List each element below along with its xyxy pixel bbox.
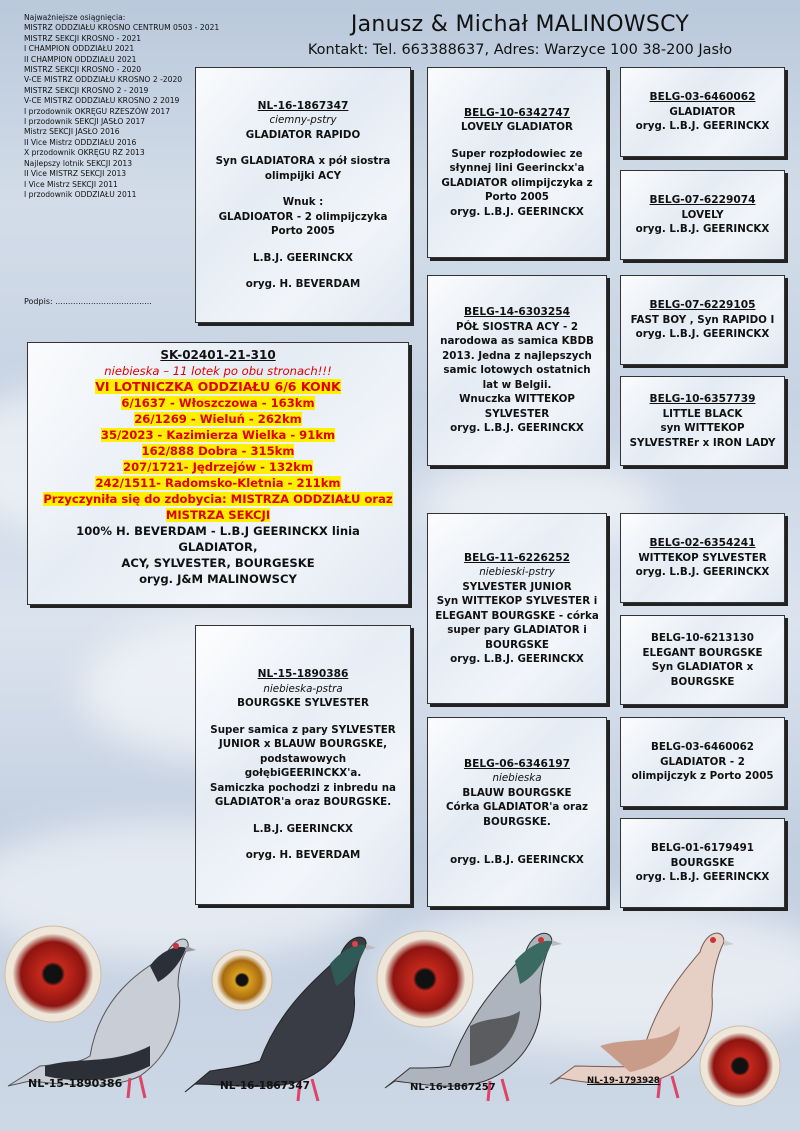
grandparent-id: BELG-07-6229105 (649, 299, 756, 312)
mother-color: niebieska-pstra (263, 682, 343, 695)
mother-desc: Super samica z pary SYLVESTER JUNIOR x BLAUW BOURGSKE, podstawowych gołębiGEERINCKX'a. (210, 723, 396, 780)
grandparent-card (620, 717, 785, 807)
result-text: 207/1721- Jędrzejów - 132km (123, 460, 313, 474)
achievement-item: MISTRZ SEKCJI KROSNO - 2021 (24, 33, 142, 43)
mother-dam-color: niebieska (492, 772, 542, 784)
grandparent-name: LOVELY (681, 208, 724, 221)
grandparent-desc: Syn GLADIATOR x BOURGSKE (651, 661, 754, 688)
father-breeder: L.B.J. GEERINCKX (253, 251, 353, 264)
mother-sire-card (427, 513, 607, 704)
achievement-item: I CHAMPION ODDZIAŁU 2021 (24, 44, 135, 54)
grandparent-id: BELG-10-6357739 (649, 393, 756, 405)
father-name: GLADIATOR RAPIDO (245, 128, 361, 141)
grandparent-name: WITTEKOP SYLVESTER (638, 551, 767, 564)
result-text: 162/888 Dobra - 315km (141, 444, 295, 458)
grandparent-card (620, 615, 785, 705)
achievement-item: V-CE MISTRZ ODDZIAŁU KROSNO 2 2019 (24, 96, 180, 106)
father-dam-card (427, 275, 607, 466)
main-bird-rank (38, 379, 398, 395)
pigeon-bird-2 (185, 937, 376, 1101)
mother-dam-desc: Córka GLADIATOR'a oraz BOURGSKE. (445, 801, 589, 828)
contact-line: Kontakt: Tel. 663388637, Adres: Warzyce 100 38-200 Jasło (307, 42, 733, 58)
grandparent-name: LITTLE BLACK (662, 407, 743, 420)
mother-sire-desc: Syn WITTEKOP SYLVESTER i ELEGANT BOURGSKE - córka super pary GLADIATOR i BOURGSKE (435, 595, 599, 651)
father-origin: oryg. H. BEVERDAM (245, 278, 361, 290)
pigeon-eye-icon (377, 931, 473, 1027)
result-text: 35/2023 - Kazimierza Wielka - 91km (100, 428, 336, 442)
achievement-item: MISTRZ SEKCJI KROSNO - 2020 (24, 65, 142, 75)
page-title: Janusz & Michał MALINOWSCY (350, 12, 690, 37)
main-bird-id: SK-02401-21-310 (160, 348, 276, 362)
father-desc: Syn GLADIATORA x pół siostra olimpijki ACY (215, 155, 391, 182)
grandparent-origin: oryg. L.B.J. GEERINCKX (635, 223, 770, 236)
mother-name: BOURGSKE SYLVESTER (237, 697, 369, 710)
grandparent-name: FAST BOY , Syn RAPIDO I (630, 313, 775, 326)
grandparent-id: BELG-10-6213130 (651, 632, 754, 644)
bird-label: NL-19-1793928 (587, 1076, 660, 1086)
father-sire-origin: oryg. L.B.J. GEERINCKX (450, 205, 584, 218)
mother-dam-name: BLAUW BOURGSKE (462, 786, 572, 799)
pigeon-eye-icon (212, 950, 272, 1010)
grandparent-name: BOURGSKE (670, 856, 735, 869)
grandparent-origin: oryg. L.B.J. GEERINCKX (635, 871, 770, 884)
mother-sire-color: niebieski-pstry (479, 566, 555, 578)
grandparent-origin: oryg. L.B.J. GEERINCKX (635, 328, 770, 341)
mother-dam-card (427, 717, 607, 907)
mother-sire-origin: oryg. L.B.J. GEERINCKX (450, 653, 584, 665)
achievement-item: V-CE MISTRZ ODDZIAŁU KROSNO 2 -2020 (24, 75, 183, 85)
father-dam-desc: PÓŁ SIOSTRA ACY - 2 narodowa as samica KBDB 2013. Jedna z najlepszych samic lotowych ostatnich lat w Belgii. (440, 320, 594, 391)
result-line (38, 427, 398, 443)
grandparent-id: BELG-01-6179491 (651, 842, 754, 855)
main-bird-color: niebieska – 11 lotek po obu stronach!!! (104, 364, 332, 378)
grandparent-origin: oryg. L.B.J. GEERINCKX (635, 566, 770, 579)
result-line (38, 443, 398, 459)
grandparent-id: BELG-03-6460062 (649, 91, 756, 104)
achievement-item: II Vice MISTRZ SEKCJI 2013 (24, 169, 127, 179)
grandparent-card (620, 67, 785, 157)
achievement-item: MISTRZ ODDZIAŁU KROSNO CENTRUM 0503 - 2021 (24, 23, 220, 33)
bird-label: NL-15-1890386 (28, 1077, 123, 1090)
father-sire-id: BELG-10-6342747 (464, 106, 570, 119)
result-text: 242/1511- Radomsko-Kletnia - 211km (95, 476, 341, 490)
father-dam-origin: oryg. L.B.J. GEERINCKX (450, 422, 584, 435)
grandparent-name: GLADIATOR (669, 105, 736, 118)
mother-id: NL-15-1890386 (257, 668, 349, 681)
bird-label: NL-16-1867257 (410, 1082, 496, 1093)
grandparent-id: BELG-07-6229074 (649, 194, 756, 207)
grandparent-name: ELEGANT BOURGSKE (642, 646, 763, 659)
father-sire-card (427, 67, 607, 258)
achievements-list (24, 13, 219, 200)
achievement-item: II CHAMPION ODDZIAŁU 2021 (24, 54, 137, 64)
main-bird-rank-text: VI LOTNICZKA ODDZIAŁU 6/6 KONK (95, 379, 341, 394)
result-line (38, 475, 398, 491)
bird-label: NL-16-1867347 (220, 1080, 310, 1092)
signature-label: Podpis: ...................................... (24, 297, 152, 306)
result-text: 6/1637 - Włoszczowa - 163km (121, 396, 315, 410)
main-bird-lineage: ACY, SYLVESTER, BOURGESKE (121, 556, 315, 570)
result-text: Przyczyniła się do zdobycia: MISTRZA ODDZIAŁU oraz (43, 492, 393, 506)
mother-dam-origin: oryg. L.B.J. GEERINCKX (450, 854, 584, 866)
achievement-item: X przodownik OKRĘGU RZ 2013 (24, 148, 145, 158)
mother-dam-id: BELG-06-6346197 (464, 757, 570, 770)
result-text: 26/1269 - Wieluń - 262km (134, 412, 302, 426)
father-color: ciemny-pstry (269, 114, 337, 126)
achievements-heading: Najważniejsze osiągnięcia: (24, 13, 126, 22)
result-line (38, 411, 398, 427)
main-bird-lineage: 100% H. BEVERDAM - L.B.J GEERINCKX linia GLADIATOR, (76, 524, 360, 554)
mother-sire-name: SYLVESTER JUNIOR (462, 580, 572, 593)
result-line (38, 395, 398, 411)
result-line (38, 459, 398, 475)
father-dam-desc: Wnuczka WITTEKOP SYLVESTER (459, 393, 575, 420)
mother-origin: oryg. H. BEVERDAM (245, 849, 361, 862)
father-dam-id: BELG-14-6303254 (464, 306, 570, 319)
result-line (38, 507, 398, 523)
pigeon-eye-icon (5, 926, 101, 1022)
father-desc: GLADIOATOR - 2 olimpijczyka Porto 2005 (218, 210, 388, 237)
father-sire-name: LOVELY GLADIATOR (461, 121, 573, 134)
grandparent-id: BELG-03-6460062 (651, 741, 754, 754)
main-bird-origin: oryg. J&M MALINOWSCY (139, 572, 297, 586)
mother-card (195, 625, 411, 905)
mother-breeder: L.B.J. GEERINCKX (253, 822, 353, 835)
result-line (38, 491, 398, 507)
father-id: NL-16-1867347 (257, 99, 349, 112)
grandparent-id: BELG-02-6354241 (649, 537, 756, 550)
grandparent-card (620, 376, 785, 466)
grandparent-card (620, 513, 785, 603)
achievement-item: II Vice Mistrz ODDZIAŁU 2016 (24, 137, 137, 147)
achievement-item: I Vice Mistrz SEKCJI 2011 (24, 179, 118, 189)
grandparent-card (620, 818, 785, 908)
achievement-item: I przodownik OKRĘGU RZESZÓW 2017 (24, 106, 171, 116)
grandparent-origin: oryg. L.B.J. GEERINCKX (635, 120, 770, 133)
father-desc: Wnuk : (282, 196, 324, 208)
father-sire-desc: Super rozpłodowiec ze słynnej lini Geerinckx'a GLADIATOR olimpijczyka z Porto 2005 (441, 147, 593, 204)
mother-sire-id: BELG-11-6226252 (464, 551, 570, 564)
main-bird-card (27, 342, 409, 605)
grandparent-name: GLADIATOR - 2 (660, 755, 745, 768)
achievement-item: I przodownik ODDZIAŁU 2011 (24, 189, 137, 199)
achievement-item: Mistrz SEKCJI JASŁO 2016 (24, 127, 120, 137)
pigeon-eye-icon (700, 1026, 780, 1106)
achievement-item: I przodownik SEKCJI JASŁO 2017 (24, 117, 146, 127)
result-text: MISTRZA SEKCJI (165, 508, 271, 522)
grandparent-card (620, 170, 785, 260)
achievement-item: Najlepszy lotnik SEKCJI 2013 (24, 158, 133, 168)
grandparent-card (620, 275, 785, 365)
pigeon-photos (0, 916, 800, 1131)
father-card (195, 67, 411, 323)
mother-desc: Samiczka pochodzi z inbredu na GLADIATOR'a oraz BOURGSKE. (210, 781, 396, 809)
achievement-item: MISTRZ SEKCJI KROSNO 2 - 2019 (24, 85, 149, 95)
grandparent-desc: olimpijczyk z Porto 2005 (631, 770, 774, 783)
grandparent-desc: syn WITTEKOP SYLVESTREr x IRON LADY (629, 422, 776, 449)
